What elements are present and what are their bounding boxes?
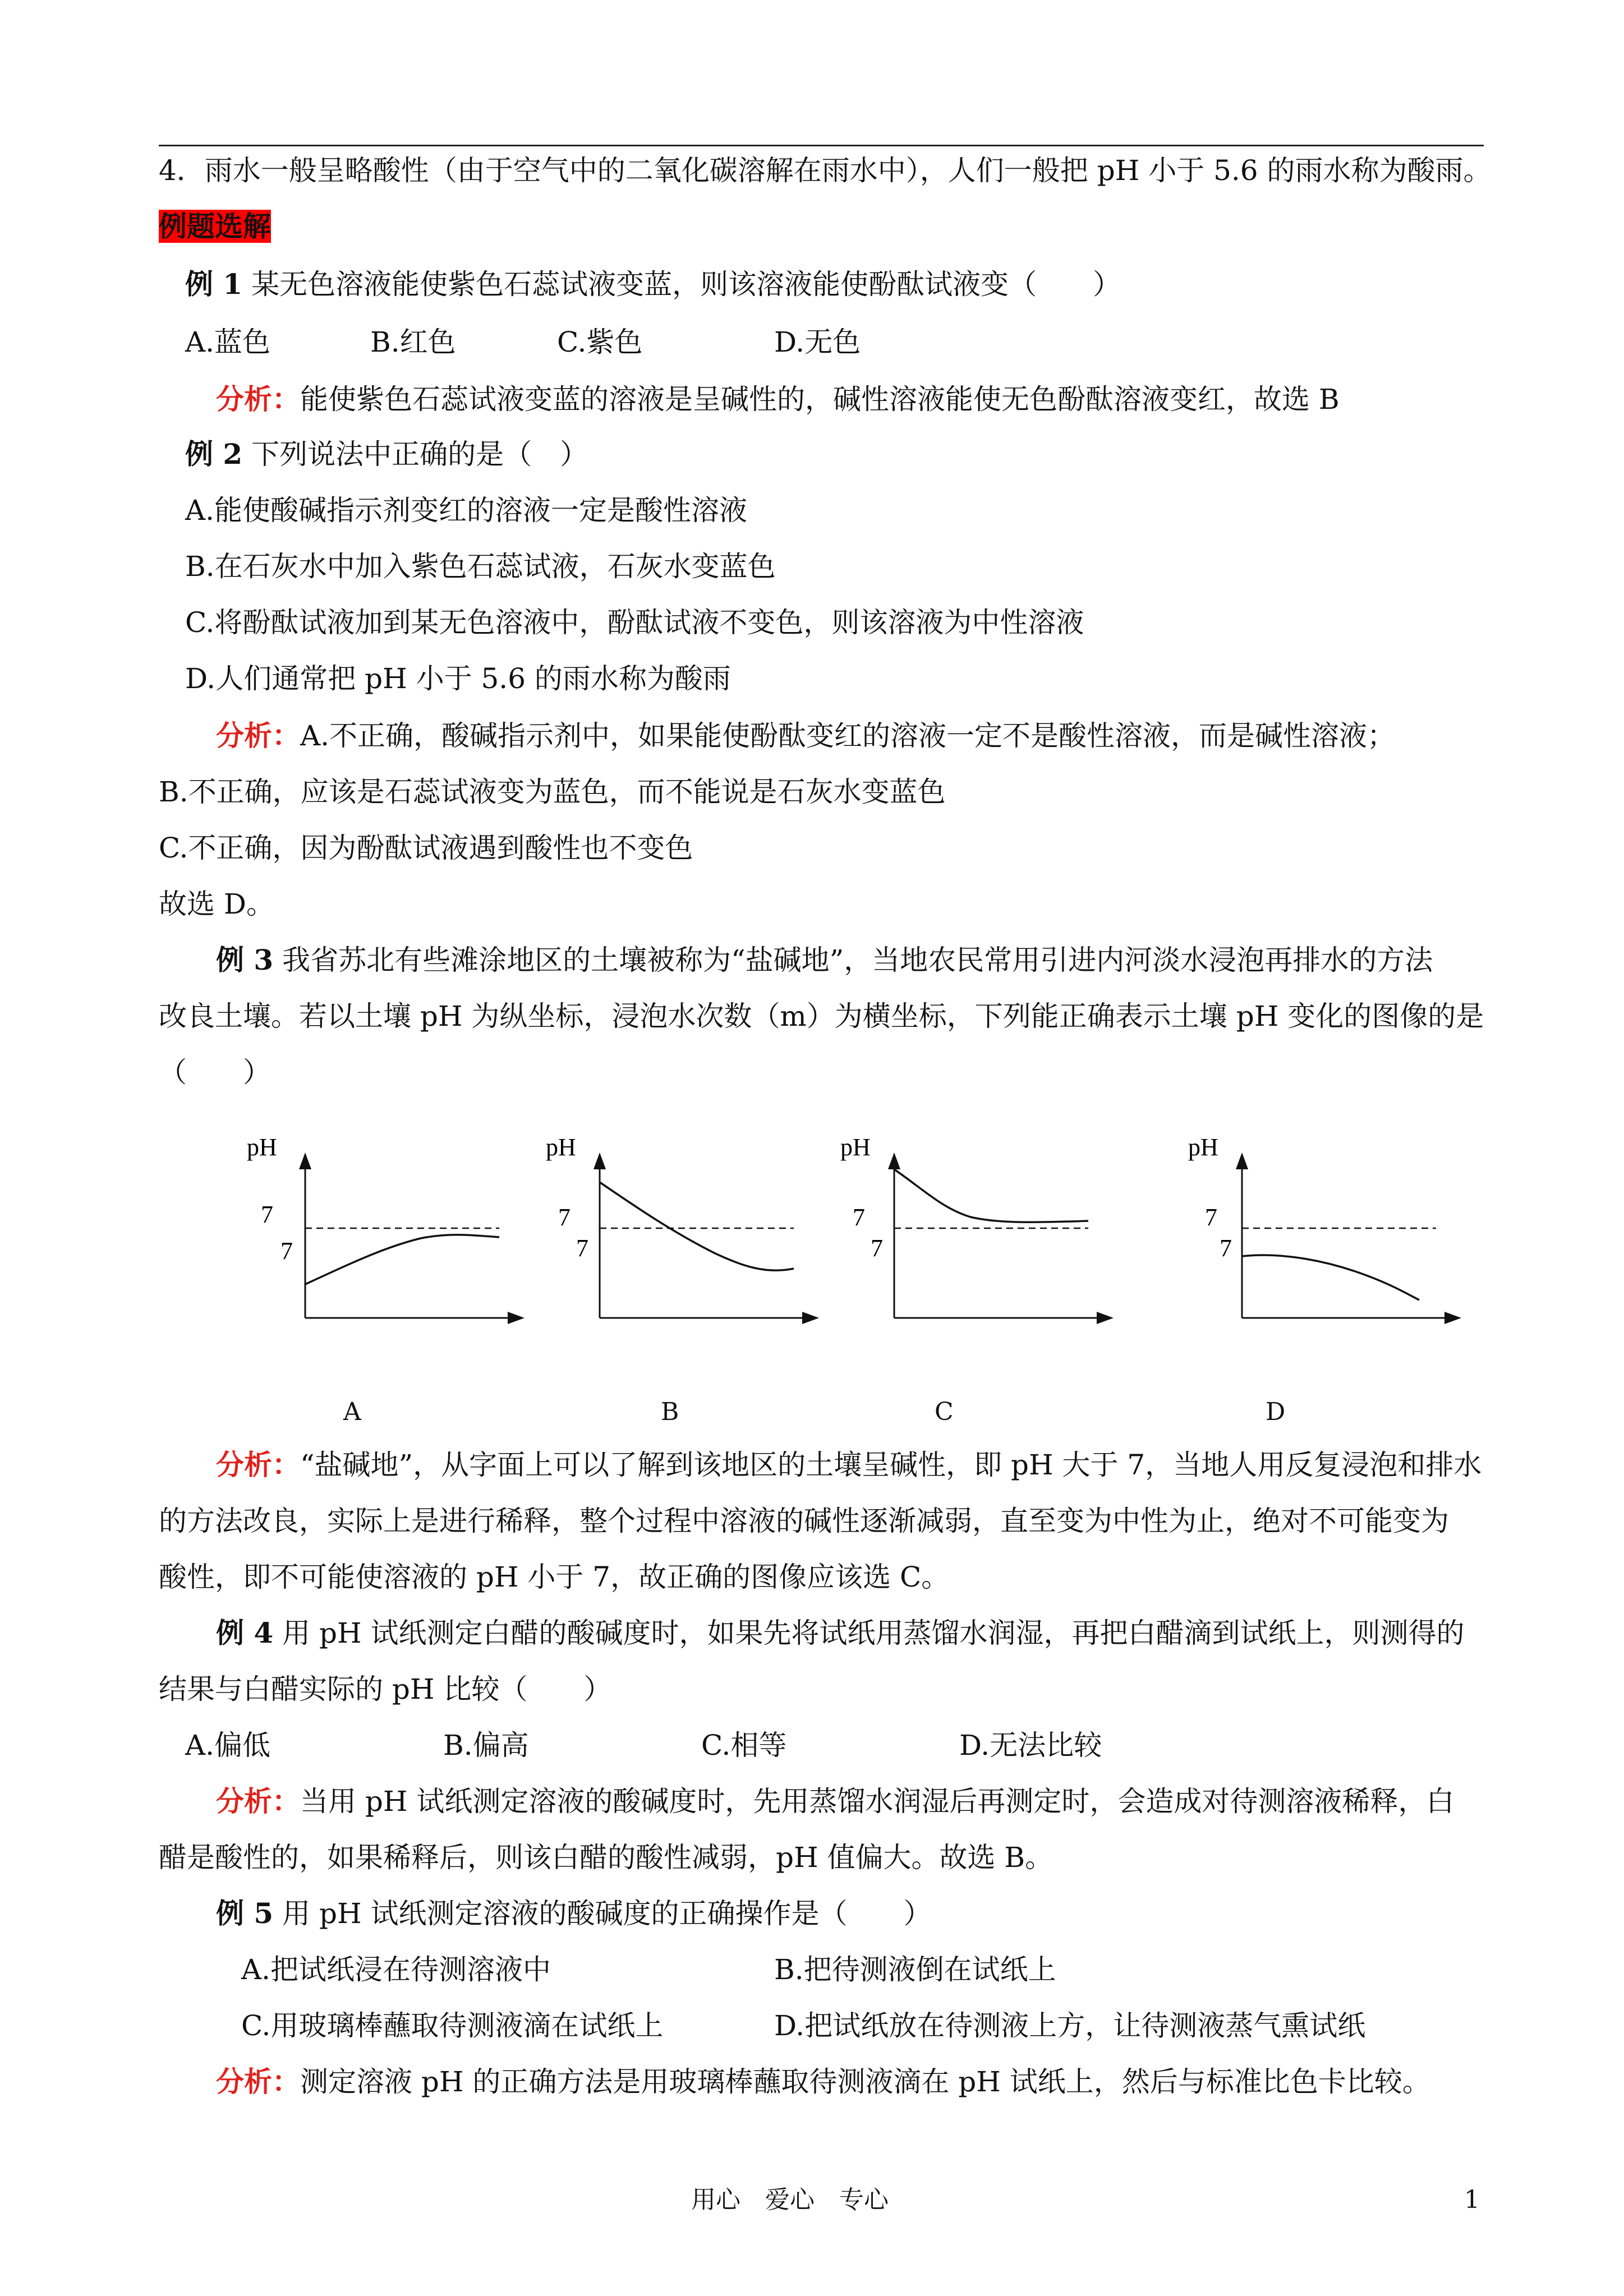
example-4-text-1: 用 pH 试纸测定白醋的酸碱度时，如果先将试纸用蒸馏水润湿，再把白醋滴到试纸上，则测得的 (273, 1617, 1465, 1649)
graph-b-axis-label: pH (546, 1133, 576, 1161)
example-3-line-3: （ ） (159, 1056, 271, 1089)
example-2-option-b: B.在石灰水中加入紫色石蕊试液，石灰水变蓝色 (185, 550, 776, 583)
example-5-question (216, 1896, 932, 1931)
footer-motto: 用心 爱心 专心 (691, 2186, 889, 2214)
graph-a-tick-lower: 7 (280, 1237, 293, 1265)
graph-c-label: C (935, 1398, 954, 1426)
example-3-line-2: 改良土壤。若以土壤 pH 为纵坐标，浸泡水次数（m）为横坐标，下列能正确表示土壤 pH 变化的图像的是 (159, 1000, 1484, 1032)
page-number: 1 (1464, 2186, 1480, 2214)
example-5-label: 例 5 (216, 1897, 274, 1930)
analysis-2-line-3: C.不正确，因为酚酞试液遇到酸性也不变色 (159, 832, 693, 864)
graph-a-axis-label: pH (247, 1133, 277, 1161)
example-1-text: 某无色溶液能使紫色石蕊试液变蓝，则该溶液能使酚酞试液变（ ） (242, 268, 1121, 301)
graph-a-tick-upper: 7 (261, 1201, 273, 1228)
analysis-5-label: 分析： (216, 2065, 300, 2098)
analysis-3-label: 分析： (216, 1448, 300, 1481)
example-4-option-a: A.偏低 (185, 1729, 271, 1762)
example-1-option-b: B.红色 (370, 326, 456, 358)
analysis-4-text-1: 当用 pH 试纸测定溶液的酸碱度时，先用蒸馏水润湿后再测定时，会造成对待测溶液稀释，白 (300, 1785, 1455, 1818)
graph-a (236, 1127, 527, 1363)
example-5-option-a: A.把试纸浸在待测溶液中 (241, 1953, 551, 1986)
example-1-option-a: A.蓝色 (185, 326, 271, 358)
example-5-option-c: C.用玻璃棒蘸取待测液滴在试纸上 (241, 2009, 664, 2042)
graph-d-tick-lower: 7 (1220, 1234, 1232, 1262)
section-heading (159, 209, 271, 245)
example-3-label: 例 3 (216, 943, 274, 976)
example-5-option-b: B.把待测液倒在试纸上 (774, 1953, 1056, 1986)
analysis-4-line-2: 醋是酸性的，如果稀释后，则该白醋的酸性减弱，pH 值偏大。故选 B。 (159, 1841, 1053, 1874)
heading-highlight: 例题选解 (159, 210, 271, 243)
example-2-option-d: D.人们通常把 pH 小于 5.6 的雨水称为酸雨 (185, 662, 731, 695)
example-5-text: 用 pH 试纸测定溶液的酸碱度的正确操作是（ ） (273, 1897, 932, 1930)
example-2-question (185, 436, 588, 472)
graph-c (825, 1127, 1116, 1363)
example-2-text: 下列说法中正确的是（ ） (242, 438, 588, 471)
example-2-option-a: A.能使酸碱指示剂变红的溶液一定是酸性溶液 (185, 494, 748, 527)
graph-a-label: A (343, 1398, 361, 1426)
analysis-1 (216, 381, 1340, 417)
graph-c-tick-upper: 7 (853, 1204, 865, 1231)
example-3-line-1 (216, 942, 1433, 978)
analysis-4-line-1 (216, 1783, 1454, 1819)
header-rule (159, 145, 1484, 146)
example-1-label: 例 1 (185, 268, 243, 301)
example-4-option-b: B.偏高 (443, 1729, 529, 1762)
analysis-3-line-2: 的方法改良，实际上是进行稀释，整个过程中溶液的碱性逐渐减弱，直至变为中性为止，绝对不可能变为 (159, 1505, 1449, 1537)
analysis-3-text-1: “盐碱地”，从字面上可以了解到该地区的土壤呈碱性，即 pH 大于 7，当地人用反复浸泡和排水 (300, 1449, 1482, 1481)
example-4-line-1 (216, 1615, 1465, 1651)
example-2-label: 例 2 (185, 437, 243, 471)
analysis-2-line-1 (216, 718, 1395, 754)
graph-c-tick-lower: 7 (871, 1234, 883, 1262)
graph-d-curve (1242, 1255, 1419, 1300)
example-4-label: 例 4 (216, 1616, 274, 1649)
analysis-3-line-1 (216, 1447, 1482, 1483)
graph-d (1172, 1127, 1464, 1363)
analysis-1-text: 能使紫色石蕊试液变蓝的溶液是呈碱性的，碱性溶液能使无色酚酞溶液变红，故选 B (300, 383, 1340, 416)
graph-d-axis-label: pH (1188, 1133, 1218, 1161)
analysis-3-line-3: 酸性，即不可能使溶液的 pH 小于 7，故正确的图像应该选 C。 (159, 1561, 950, 1593)
graph-b-label: B (661, 1398, 679, 1426)
example-4-option-d: D.无法比较 (959, 1729, 1102, 1762)
graph-b (530, 1127, 822, 1363)
example-3-text-1: 我省苏北有些滩涂地区的土壤被称为“盐碱地”，当地农民常用引进内河淡水浸泡再排水的方法 (273, 944, 1433, 976)
example-1-option-d: D.无色 (774, 326, 861, 358)
graph-b-tick-lower: 7 (576, 1234, 588, 1262)
graph-d-tick-upper: 7 (1205, 1204, 1217, 1231)
graph-b-tick-upper: 7 (558, 1204, 571, 1231)
analysis-2-label: 分析： (216, 719, 300, 752)
example-5-option-d: D.把试纸放在待测液上方，让待测液蒸气熏试纸 (774, 2009, 1366, 2042)
example-4-line-2: 结果与白醋实际的 pH 比较（ ） (159, 1673, 612, 1705)
analysis-2-line-2: B.不正确，应该是石蕊试液变为蓝色，而不能说是石灰水变蓝色 (159, 776, 946, 808)
example-2-option-c: C.将酚酞试液加到某无色溶液中，酚酞试液不变色，则该溶液为中性溶液 (185, 606, 1084, 639)
graph-c-axis-label: pH (840, 1133, 871, 1161)
analysis-1-label: 分析： (216, 382, 300, 416)
example-1-option-c: C.紫色 (557, 326, 643, 358)
graph-a-curve (305, 1235, 499, 1284)
graph-d-label: D (1266, 1398, 1286, 1426)
analysis-2-text-1: A.不正确，酸碱指示剂中，如果能使酚酞变红的溶液一定不是酸性溶液，而是碱性溶液； (300, 720, 1396, 752)
example-1-question (185, 266, 1121, 302)
analysis-5 (216, 2064, 1430, 2100)
analysis-4-label: 分析： (216, 1785, 300, 1818)
analysis-5-text: 测定溶液 pH 的正确方法是用玻璃棒蘸取待测液滴在 pH 试纸上，然后与标准比色卡比较。 (300, 2066, 1430, 2098)
analysis-2-line-4: 故选 D。 (159, 888, 274, 920)
intro-line: 4．雨水一般呈略酸性（由于空气中的二氧化碳溶解在雨水中），人们一般把 pH 小于 5.6 的雨水称为酸雨。 (159, 154, 1492, 187)
graph-b-curve (600, 1182, 794, 1270)
example-4-option-c: C.相等 (701, 1729, 787, 1762)
graph-c-curve (894, 1169, 1088, 1222)
